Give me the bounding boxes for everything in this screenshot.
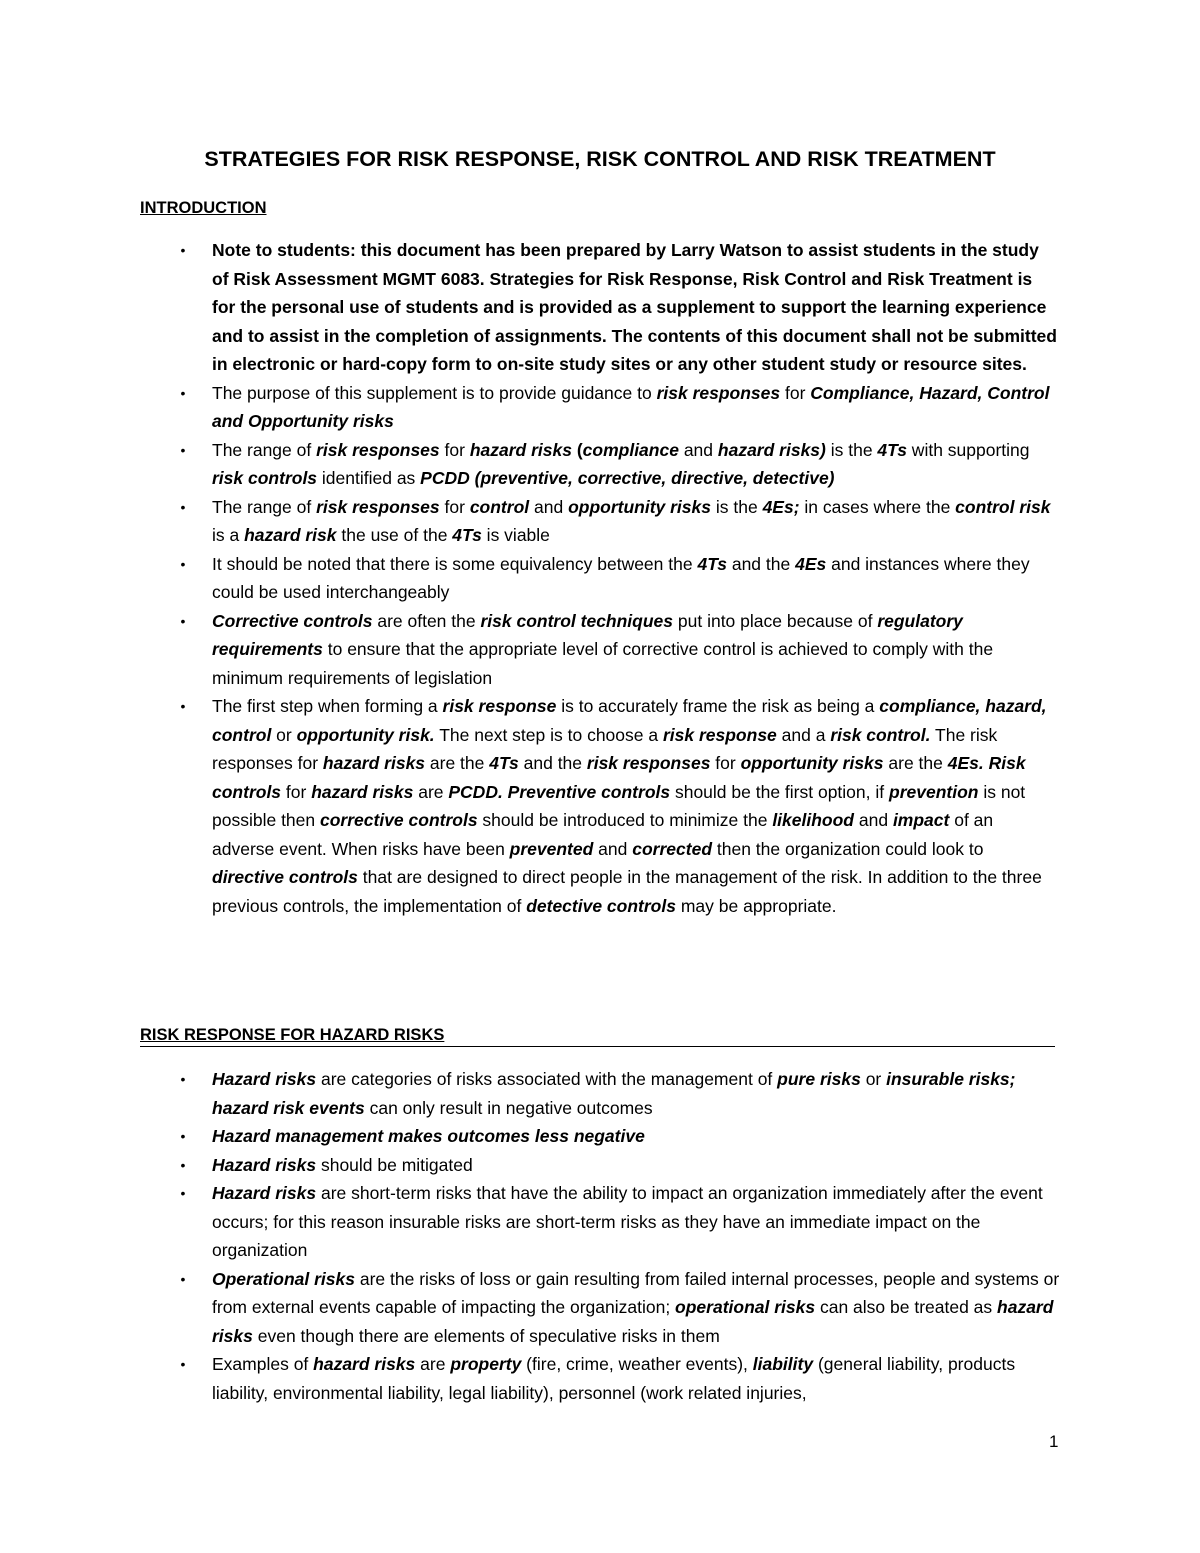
text-run: that are designed to direct people in the management of the risk. In addition to the three previous controls, the implementation of: [212, 867, 1042, 916]
hazard-risks-bullet-list: [140, 1065, 1060, 1407]
text-run: hazard risk: [244, 525, 337, 545]
text-run: should be mitigated: [316, 1154, 473, 1175]
text-run: the use of the: [336, 525, 453, 545]
text-run: are: [413, 781, 449, 802]
text-run: hazard risks: [212, 1297, 1054, 1346]
text-run: 4Ts: [489, 753, 519, 773]
text-run: It should be noted that there is some equivalency between the: [212, 553, 698, 574]
text-run: with supporting: [906, 439, 1030, 460]
text-run: are the: [425, 753, 490, 773]
text-run: is the: [711, 496, 763, 517]
text-run: opportunity risks: [740, 753, 884, 773]
text-run: compliance, hazard, control: [212, 696, 1047, 745]
text-run: may be appropriate.: [675, 895, 837, 916]
text-run: Hazard risks: [212, 1069, 317, 1089]
text-run: prevention: [889, 781, 979, 802]
text-run: 4Es;: [762, 496, 800, 517]
text-run: opportunity risk.: [296, 724, 435, 745]
text-run: pure risks: [777, 1069, 861, 1089]
list-item: [140, 236, 1060, 379]
text-run: (: [571, 439, 583, 460]
list-item: [140, 436, 1060, 493]
text-run: corrective controls: [320, 810, 478, 830]
text-run: compliance: [582, 439, 679, 460]
text-run: in cases where the: [799, 496, 956, 517]
section-heading-introduction: INTRODUCTION: [140, 199, 267, 217]
text-run: (general liability, products liability, environmental liability, legal liability), personnel (work related injuries,: [212, 1354, 1016, 1403]
text-run: for: [439, 496, 470, 517]
text-run: hazard risks: [322, 753, 426, 773]
text-run: are: [415, 1354, 451, 1374]
text-run: The range of: [212, 439, 317, 460]
text-run: The purpose of this supplement is to provide guidance to: [212, 382, 657, 403]
bullet-icon: •: [180, 555, 186, 572]
list-item: [140, 1065, 1060, 1122]
text-run: and the: [726, 553, 796, 574]
text-run: identified as: [317, 468, 421, 488]
bullet-icon: •: [180, 1156, 186, 1173]
bullet-icon: •: [180, 1356, 186, 1372]
text-run: Corrective controls: [212, 610, 373, 631]
text-run: is the: [825, 439, 878, 460]
text-run: for: [710, 753, 741, 773]
text-run: control risk: [955, 496, 1051, 517]
text-run: The next step is to choose a: [434, 724, 663, 745]
text-run: are categories of risks associated with the management of: [316, 1069, 778, 1089]
text-run: insurable risks; hazard risk events: [212, 1069, 1016, 1118]
text-run: can also be treated as: [815, 1297, 998, 1317]
text-run: (fire, crime, weather events),: [521, 1354, 753, 1374]
text-run: The risk responses for: [212, 724, 998, 773]
bullet-icon: •: [180, 242, 186, 258]
text-run: Hazard management makes outcomes less negative: [212, 1126, 645, 1146]
text-run: can only result in negative outcomes: [364, 1097, 653, 1118]
text-run: detective controls: [526, 895, 676, 916]
text-run: regulatory requirements: [212, 610, 963, 659]
text-run: risk responses: [586, 753, 711, 773]
text-run: Hazard risks: [212, 1154, 317, 1175]
introduction-bullet-list: [140, 236, 1060, 920]
text-run: even though there are elements of speculative risks in them: [252, 1325, 720, 1346]
text-run: PCDD (preventive, corrective, directive, detective): [420, 468, 835, 488]
text-run: liability: [752, 1354, 814, 1374]
text-run: 4Ts: [697, 553, 727, 574]
text-run: are the: [883, 753, 948, 773]
text-run: prevented: [509, 838, 594, 859]
list-item: [140, 1122, 1060, 1151]
text-run: Operational risks: [212, 1268, 355, 1289]
bullet-icon: •: [180, 612, 186, 629]
text-run: 4Es. Risk controls: [212, 753, 1026, 802]
text-run: to ensure that the appropriate level of corrective control is achieved to comply with the minimum requirements of legislation: [212, 639, 994, 688]
bullet-icon: •: [180, 498, 186, 515]
document-title: STRATEGIES FOR RISK RESPONSE, RISK CONTROL AND RISK TREATMENT: [204, 147, 996, 171]
text-run: 4Es: [795, 553, 827, 574]
text-run: should be the first option, if: [670, 781, 889, 802]
text-run: or: [271, 724, 297, 745]
text-run: Examples of: [212, 1354, 314, 1374]
bullet-icon: •: [180, 698, 186, 714]
text-run: of an adverse event. When risks have been: [212, 810, 994, 859]
text-run: hazard risks): [717, 439, 826, 460]
text-run: risk controls: [212, 468, 318, 488]
list-item: [140, 607, 1060, 693]
text-run: and: [678, 439, 718, 460]
text-run: and: [854, 810, 893, 830]
list-item: [140, 493, 1060, 550]
text-run: and instances where they could be used interchangeably: [212, 553, 1030, 602]
text-run: put into place because of: [673, 610, 878, 631]
text-run: for: [439, 439, 470, 460]
section-heading-hazard-risks-text: RISK RESPONSE FOR HAZARD RISKS: [140, 1026, 445, 1044]
bullet-icon: •: [180, 1128, 186, 1144]
text-run: risk control techniques: [480, 610, 674, 631]
text-run: opportunity risks: [568, 496, 711, 517]
bullet-icon: •: [180, 1270, 186, 1287]
text-run: hazard risks: [469, 439, 572, 460]
text-run: 4Ts: [452, 525, 482, 545]
text-run: and: [529, 496, 569, 517]
text-run: then the organization could look to: [712, 838, 984, 859]
text-run: is a: [212, 525, 245, 545]
text-run: Hazard risks: [212, 1183, 317, 1203]
bullet-icon: •: [180, 384, 186, 401]
text-run: are often the: [372, 610, 481, 631]
text-run: are the risks of loss or gain resulting from failed internal processes, people and systems or from external events capable of impacting the organization;: [212, 1268, 1060, 1317]
text-run: for: [780, 382, 811, 403]
text-run: likelihood: [772, 810, 854, 830]
text-run: for: [281, 781, 312, 802]
text-run: Note to students: this document has been prepared by Larry Watson to assist students in the study of Risk Assessment MGMT 6083. Strategies for Risk Response, Risk Control and Risk Treatment is for the personal use of students and is provided as a supplement to support the learning experience and to assist in the completion of assignments. The contents of this document shall not be submitted in electronic or hard-copy form to on-site study sites or any other student study or resource sites.: [212, 240, 1057, 374]
text-run: is not possible then: [212, 781, 1026, 830]
text-run: are short-term risks that have the ability to impact an organization immediately after the event occurs; for this reason insurable risks are short-term risks as they have an immediate impact on the organization: [212, 1183, 1043, 1260]
text-run: risk responses: [656, 382, 781, 403]
text-run: should be introduced to minimize the: [477, 810, 773, 830]
list-item: [140, 1350, 1060, 1407]
text-run: control: [469, 496, 530, 517]
list-item: [140, 692, 1060, 920]
list-item: [140, 1179, 1060, 1265]
list-item: [140, 550, 1060, 607]
text-run: risk responses: [316, 439, 440, 460]
bullet-icon: •: [180, 1071, 186, 1087]
text-run: hazard risks: [311, 781, 414, 802]
text-run: impact: [892, 810, 950, 830]
text-run: property: [450, 1354, 522, 1374]
text-run: risk response: [662, 724, 777, 745]
text-run: risk responses: [316, 496, 440, 517]
text-run: corrected: [632, 838, 713, 859]
bullet-icon: •: [180, 1185, 186, 1201]
list-item: [140, 1151, 1060, 1180]
text-run: operational risks: [675, 1297, 816, 1317]
text-run: is to accurately frame the risk as being a: [556, 696, 880, 716]
text-run: risk response: [442, 696, 557, 716]
text-run: or: [860, 1069, 887, 1089]
text-run: risk control.: [830, 724, 931, 745]
text-run: Compliance, Hazard, Control and Opportunity risks: [212, 382, 1050, 431]
text-run: The range of: [212, 496, 317, 517]
bullet-icon: •: [180, 441, 186, 458]
text-run: and a: [776, 724, 831, 745]
text-run: is viable: [481, 525, 550, 545]
text-run: hazard risks: [313, 1354, 416, 1374]
text-run: 4Ts: [877, 439, 907, 460]
list-item: [140, 379, 1060, 436]
section-heading-hazard-risks: [140, 1024, 1055, 1047]
text-run: and: [593, 838, 633, 859]
text-run: directive controls: [212, 867, 358, 887]
text-run: The first step when forming a: [212, 696, 443, 716]
list-item: [140, 1265, 1060, 1351]
text-run: PCDD. Preventive controls: [448, 781, 671, 802]
page-number: 1: [1049, 1432, 1059, 1451]
text-run: and the: [518, 753, 587, 773]
